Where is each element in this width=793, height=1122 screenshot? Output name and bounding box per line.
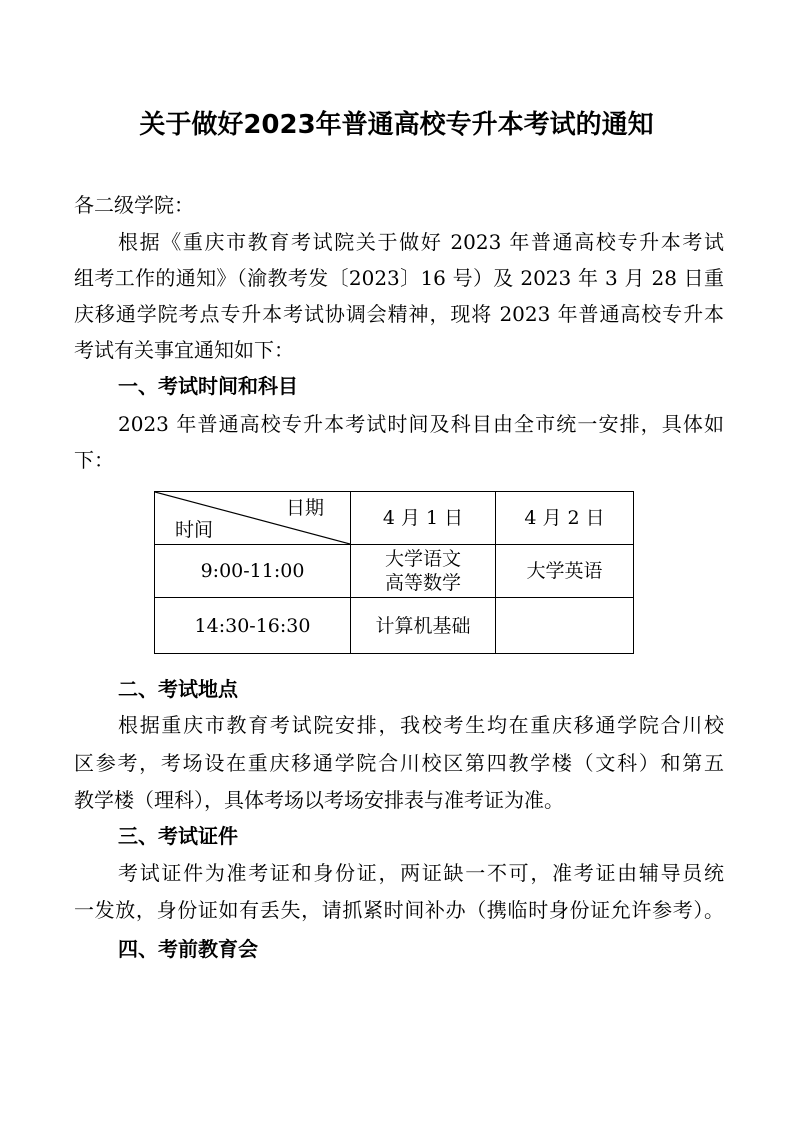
- section-1-line-1: 2023 年普通高校专升本考试时间及科目由全市统一安排，具体如: [118, 412, 724, 436]
- intro-line-1: 根据《重庆市教育考试院关于做好 2023 年普通高校专升本考试: [118, 230, 724, 254]
- header-day-2: 4 月 2 日: [496, 492, 634, 545]
- table-row: [155, 545, 634, 598]
- document-title: 关于做好2023年普通高校专升本考试的通知: [139, 110, 654, 140]
- time-slot-1: 9:00-11:00: [155, 545, 351, 598]
- section-1-heading: 一、考试时间和科目: [118, 374, 298, 398]
- header-date-label: 日期: [285, 497, 324, 519]
- salutation: 各二级学院：: [74, 193, 194, 217]
- time-slot-2: 14:30-16:30: [155, 598, 351, 654]
- section-1-line-2: 下：: [74, 448, 114, 472]
- intro-line-2: 组考工作的通知》（渝教考发〔2023〕16 号）及 2023 年 3 月 28 日重: [74, 266, 724, 290]
- intro-line-3: 庆移通学院考点专升本考试协调会精神，现将 2023 年普通高校专升本: [74, 302, 724, 326]
- section-3-heading: 三、考试证件: [118, 824, 238, 848]
- table-header-row: [155, 492, 634, 545]
- header-time-label: 时间: [175, 519, 214, 541]
- intro-line-4: 考试有关事宜通知如下：: [74, 338, 294, 362]
- section-2-line-2: 区参考，考场设在重庆移通学院合川校区第四教学楼（文科）和第五: [74, 751, 724, 775]
- section-2-line-3: 教学楼（理科），具体考场以考场安排表与准考证为准。: [74, 788, 564, 812]
- table-corner-cell: [155, 492, 351, 545]
- subject-math: 高等数学: [384, 572, 461, 594]
- slot-1-day-2-subject: 大学英语: [496, 545, 634, 598]
- section-2-line-1: 根据重庆市教育考试院安排，我校考生均在重庆移通学院合川校: [118, 713, 724, 737]
- section-4-heading: 四、考前教育会: [118, 937, 258, 961]
- slot-2-day-1-subject: 计算机基础: [351, 598, 496, 654]
- slot-2-day-2-subject: [496, 598, 634, 654]
- header-day-1: 4 月 1 日: [351, 492, 496, 545]
- section-3-line-2: 一发放，身份证如有丢失，请抓紧时间补办（携临时身份证允许参考）。: [74, 898, 724, 922]
- exam-schedule-table: [154, 491, 634, 654]
- section-3-line-1: 考试证件为准考证和身份证，两证缺一不可，准考证由辅导员统: [118, 861, 724, 885]
- slot-1-day-1-subjects: [351, 545, 496, 598]
- table-row: [155, 598, 634, 654]
- subject-chinese: 大学语文: [384, 548, 461, 570]
- section-2-heading: 二、考试地点: [118, 677, 238, 701]
